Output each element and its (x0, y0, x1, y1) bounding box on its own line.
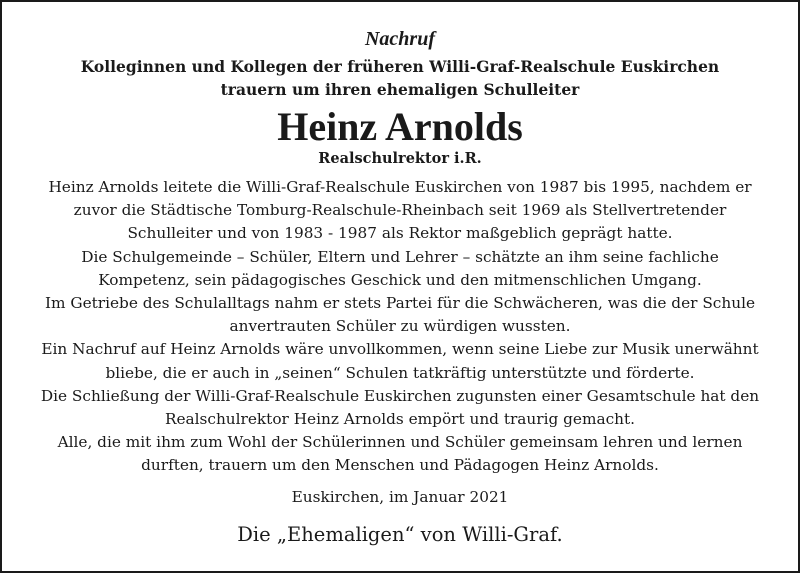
body-line: Heinz Arnolds leitete die Willi-Graf-Realschule Euskirchen von 1987 bis 1995, nachdem er (48, 178, 752, 196)
body-line: Realschulrektor Heinz Arnolds empört und traurig gemacht. (164, 410, 636, 429)
obituary-notice (0, 26, 800, 548)
obituary-body (0, 176, 800, 478)
place-date: Euskirchen, im Januar 2021 (291, 487, 509, 506)
body-line: Ein Nachruf auf Heinz Arnolds wäre unvollkommen, wenn seine Liebe zur Musik unerwähnt (41, 340, 759, 359)
body-line: Die Schließung der Willi-Graf-Realschule Euskirchen zugunsten einer Gesamtschule hat den (40, 386, 760, 405)
body-line: zuvor die Städtische Tomburg-Realschule-Rheinbach seit 1969 als Stellvertretender (73, 201, 727, 220)
body-line: Kompetenz, sein pädagogisches Geschick und den mitmenschlichen Umgang. (98, 270, 702, 289)
body-line: Im Getriebe des Schulalltags nahm er stets Partei für die Schwächeren, was die der Schule (44, 294, 756, 313)
notice-heading: Nachruf (364, 28, 435, 50)
deceased-name: Heinz Arnolds (277, 104, 523, 149)
body-line: Schulleiter und von 1983 - 1987 als Rektor maßgeblich geprägt hatte. (127, 224, 673, 243)
body-line: anvertrauten Schüler zu würdigen wussten. (229, 317, 571, 336)
body-line: durften, trauern um den Menschen und Pädagogen Heinz Arnolds. (141, 456, 659, 475)
body-line: bliebe, die er auch in „seinen“ Schulen tatkräftig unterstützte und förderte. (105, 363, 695, 382)
body-line: Alle, die mit ihm zum Wohl der Schülerinnen und Schüler gemeinsam lehren und lernen (57, 433, 743, 452)
intro-text (0, 55, 800, 101)
body-line: Die Schulgemeinde – Schüler, Eltern und Lehrer – schätzte an ihm seine fachliche (81, 247, 719, 266)
signoff: Die „Ehemaligen“ von Willi-Graf. (237, 522, 563, 546)
intro-line: trauern um ihren ehemaligen Schulleiter (220, 80, 580, 99)
intro-line: Kolleginnen und Kollegen der früheren Willi-Graf-Realschule Euskirchen (80, 57, 720, 76)
deceased-title: Realschulrektor i.R. (318, 150, 482, 167)
